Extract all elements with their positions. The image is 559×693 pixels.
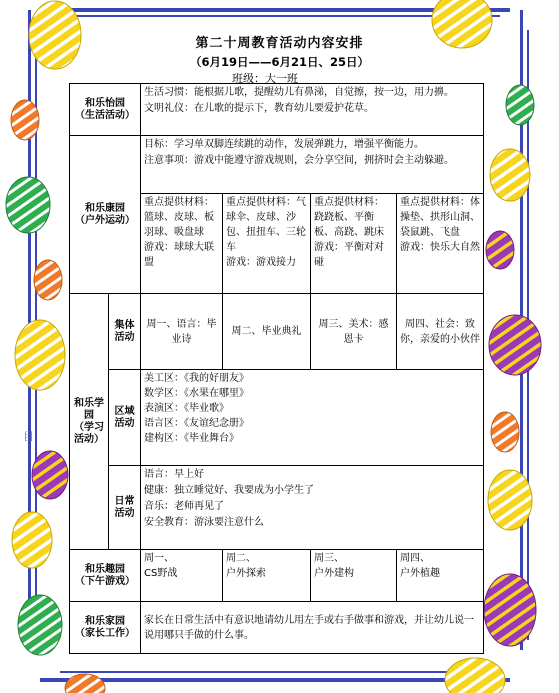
frame-bottom-line (40, 678, 510, 682)
afternoon-day-3: 周三、 户外建构 (311, 550, 397, 602)
daily-item-2: 健康：独立睡觉好、我要成为小学生了 (144, 485, 314, 496)
row-learning-daily (70, 466, 484, 550)
row-family (70, 602, 484, 654)
group-day-3: 周三、美术：感恩卡 (311, 294, 397, 370)
family-category: 和乐家园 （家长工作） (70, 602, 141, 654)
area-item-3: 表演区：《毕业歌》 (144, 403, 229, 414)
row-learning-group (70, 294, 484, 370)
group-day-4: 周四、社会：致你，亲爱的小伙伴 (397, 294, 484, 370)
egg-left-3 (34, 260, 62, 300)
outdoor-material-3: 重点提供材料：跷跷板、平衡板、高跷、跳床 游戏：平衡对对碰 (311, 194, 397, 294)
egg-right-5 (491, 412, 519, 452)
afternoon-day-4: 周四、 户外植趣 (397, 550, 484, 602)
afternoon-day-2: 周二、 户外探索 (223, 550, 311, 602)
afternoon-day-1: 周一、 CS野战 (141, 550, 223, 602)
life-manners: 文明礼仪：在儿歌的提示下，教育幼儿要爱护花草。 (144, 103, 374, 114)
row-learning-area (70, 370, 484, 466)
outdoor-goal-text: 目标：学习单双脚连续跳的动作，发展弹跳力，增强平衡能力。 (144, 139, 424, 150)
family-content: 家长在日常生活中有意识地请幼儿用左手或右手做事和游戏，并让幼儿说一说用哪只手做的什么事。 (141, 602, 484, 654)
life-content (141, 84, 484, 136)
area-item-4: 语言区：《友谊纪念册》 (144, 418, 249, 429)
egg-left-5 (32, 451, 68, 499)
area-item-2: 数学区：《水果在哪里》 (144, 388, 249, 399)
daily-activity-label: 日常活动 (109, 466, 141, 550)
row-afternoon (70, 550, 484, 602)
row-outdoor-goal (70, 136, 484, 194)
egg-bottom-right (445, 658, 505, 693)
outdoor-note-text: 注意事项：游戏中能遵守游戏规则，会分享空间，拥挤时会主动躲避。 (144, 155, 454, 166)
frame-bottom-line-2 (60, 671, 500, 673)
frame-right-line-2 (527, 30, 529, 640)
daily-item-4: 安全教育：游泳要注意什么 (144, 517, 264, 528)
area-item-5: 建构区：《毕业舞台》 (144, 433, 239, 444)
group-day-2: 周二、毕业典礼 (223, 294, 311, 370)
life-habit: 生活习惯：能根据儿歌，提醒幼儿有鼻涕，自觉擦，按一边，用力擤。 (144, 87, 454, 98)
outdoor-material-4: 重点提供材料：体操垫、拱形山洞、袋鼠跳、飞盘 游戏：快乐大自然 (397, 194, 484, 294)
egg-left-6 (12, 512, 52, 568)
group-activity-label: 集体活动 (109, 294, 141, 370)
frame-right-line (520, 10, 523, 650)
area-activity-list (141, 370, 484, 466)
outdoor-material-1: 重点提供材料：篮球、皮球、板羽球、吸盘球 游戏：球球大联盟 (141, 194, 223, 294)
area-item-1: 美工区：《我的好朋友》 (144, 373, 249, 384)
group-day-1: 周一、语言：毕业诗 (141, 294, 223, 370)
date-range: （6月19日——6月21日、25日） (189, 55, 369, 69)
egg-left-7 (18, 595, 62, 655)
egg-right-3 (486, 231, 514, 269)
daily-item-3: 音乐：老师再见了 (144, 501, 224, 512)
egg-bottom-left (65, 674, 105, 693)
egg-right-4 (489, 315, 541, 375)
document-icon[interactable]: 目 (23, 430, 34, 443)
schedule-table (69, 83, 484, 654)
egg-left-4 (15, 320, 65, 390)
afternoon-category: 和乐趣园 （下午游戏） (70, 550, 141, 602)
daily-item-1: 语言：早上好 (144, 469, 204, 480)
page-title: 第二十周教育活动内容安排 (195, 36, 364, 51)
outdoor-goal (141, 136, 484, 194)
frame-top-line-2 (60, 15, 500, 17)
frame-left-line (28, 10, 31, 650)
life-category: 和乐怡园 （生活活动） (70, 84, 141, 136)
egg-right-6 (488, 470, 532, 530)
daily-activity-list (141, 466, 484, 550)
egg-right-2 (490, 149, 530, 201)
frame-left-line-2 (35, 20, 37, 640)
learning-category: 和乐学园 （学习活动） (70, 294, 109, 550)
row-life (70, 84, 484, 136)
area-activity-label: 区域活动 (109, 370, 141, 466)
frame-top-line (40, 8, 510, 12)
outdoor-material-2: 重点提供材料：气球伞、皮球、沙包、扭扭车、三轮车 游戏：游戏接力 (223, 194, 311, 294)
outdoor-category: 和乐康园 （户外运动） (70, 136, 141, 294)
class-label: 班级：大一班 (232, 72, 298, 85)
